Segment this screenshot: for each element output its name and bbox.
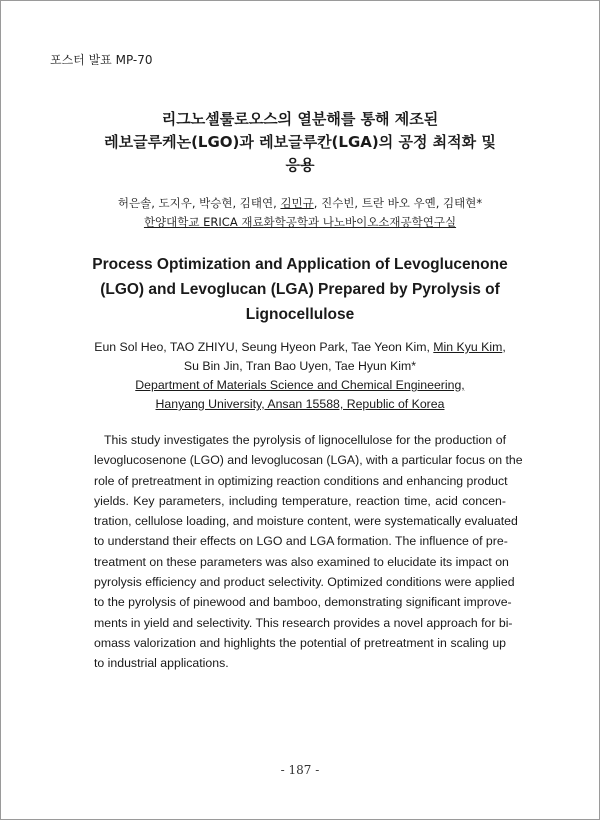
english-author-list: Su Bin Jin, Tran Bao Uyen, Tae Hyun Kim* xyxy=(183,359,417,373)
poster-session-label: 포스터 발표 MP-70 xyxy=(50,53,153,67)
abstract-line: ments in yield and selectivity. This research provides a novel approach for bi- xyxy=(94,615,513,630)
korean-title-line: 응용 xyxy=(285,156,315,174)
english-affiliation: Department of Materials Science and Chemical Engineering, xyxy=(135,378,465,392)
english-author-list xyxy=(40,338,560,357)
english-affiliation: Hanyang University, Ansan 15588, Republic of Korea xyxy=(155,397,445,411)
author-names: Eun Sol Heo, TAO ZHIYU, Seung Hyeon Park, Tae Yeon Kim, xyxy=(94,340,434,354)
abstract-line: yields. Key parameters, including temperature, reaction time, acid concen- xyxy=(94,493,506,508)
english-title xyxy=(40,252,560,327)
author-names: , xyxy=(502,340,506,354)
author-names: 허은솔, 도지우, 박승현, 김태연, xyxy=(117,196,281,210)
presenting-author: 김민규 xyxy=(280,196,314,210)
abstract-line: to understand their effects on LGO and LGA formation. The influence of pre- xyxy=(94,534,508,549)
korean-authors-block xyxy=(40,194,560,232)
abstract-line: omass valorization and highlights the potential of pretreatment in scaling up xyxy=(94,635,506,650)
english-authors-block xyxy=(40,338,560,414)
page-number: - 187 - xyxy=(280,763,320,777)
abstract-line: treatment on these parameters was also examined to elucidate its impact on xyxy=(94,554,509,569)
korean-author-list xyxy=(40,194,560,213)
abstract-line: This study investigates the pyrolysis of lignocellulose for the production of xyxy=(104,433,506,447)
korean-title-line: 리그노셀룰로오스의 열분해를 통해 제조된 xyxy=(161,110,439,128)
abstract-line: levoglucosenone (LGO) and levoglucosan (LGA), with a particular focus on the xyxy=(94,453,523,468)
abstract-line: to industrial applications. xyxy=(94,656,229,671)
korean-title xyxy=(40,108,560,177)
korean-title-line: 레보글루케논(LGO)과 레보글루칸(LGA)의 공정 최적화 및 xyxy=(104,133,496,151)
korean-affiliation: 한양대학교 ERICA 재료화학공학과 나노바이오소재공학연구실 xyxy=(143,215,457,229)
english-title-line: (LGO) and Levoglucan (LGA) Prepared by Pyrolysis of xyxy=(100,281,500,298)
english-title-line: Lignocellulose xyxy=(245,306,355,323)
abstract-body xyxy=(94,430,523,674)
english-title-line: Process Optimization and Application of Levoglucenone xyxy=(92,256,508,273)
abstract-line: to the pyrolysis of pinewood and bamboo, demonstrating significant improve- xyxy=(94,595,512,610)
presenting-author: Min Kyu Kim xyxy=(433,340,503,354)
abstract-line: tration, cellulose loading, and moisture content, were systematically evaluated xyxy=(94,514,518,529)
author-names: , 진수빈, 트란 바오 우옌, 김태현* xyxy=(313,196,483,210)
abstract-line: role of pretreatment in optimizing reaction conditions and enhancing product xyxy=(94,473,508,488)
abstract-line: pyrolysis efficiency and product selectivity. Optimized conditions were applied xyxy=(94,575,515,590)
